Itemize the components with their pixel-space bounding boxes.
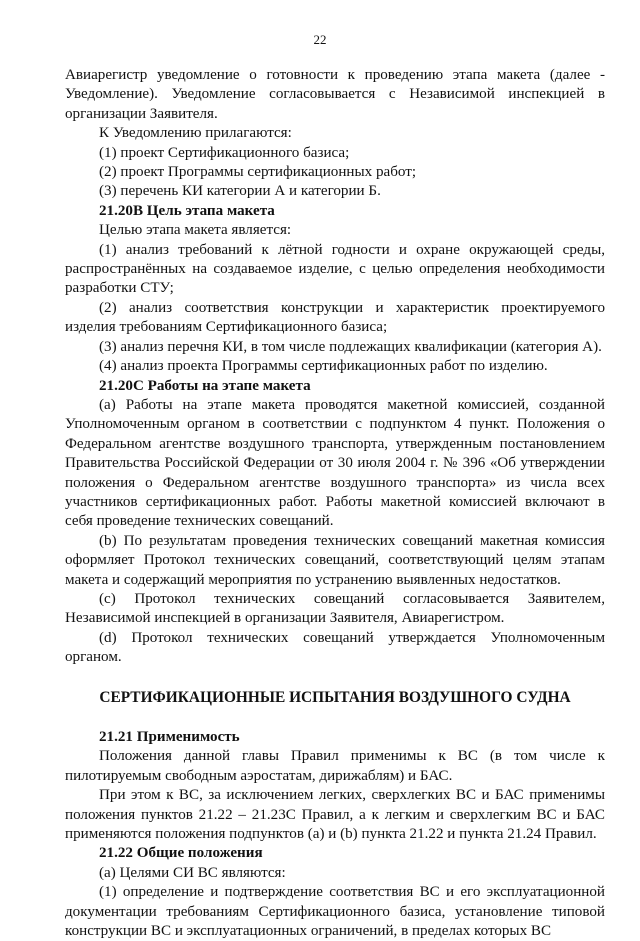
subsection-heading: 21.22 Общие положения [99,845,263,862]
paragraph: К Уведомлению прилагаются: [99,125,292,142]
subsection-heading: 21.21 Применимость [99,729,240,745]
list-item: (4) анализ проекта Программы сертификационных работ по изделию. [99,358,548,375]
list-item: (2) анализ соответствия конструкции и характеристик проектируемого изделия требованиям Сертификационного базиса; [65,299,605,336]
paragraph: Положения данной главы Правил применимы к ВС (в том числе к пилотируемым свободным аэростатам, дирижаблям) и БАС. [65,748,605,784]
paragraph: (a) Работы на этапе макета проводятся макетной комиссией, созданной Уполномоченным органом в соответствии с подпунктом 4 пункт. Положения о Федеральном агентстве воздушного транспорта, утвержденным постановлением Правительства Российской Федерации от 30 июля 2004 г. № 396 «Об утверждении положения о Федеральном агентстве воздушного транспорта» из числа всех участников сертификационных работ. Работы макетной комиссией включают в себя проведение технических совещаний. [65,396,605,530]
list-item: (3) анализ перечня КИ, в том числе подлежащих квалификации (категория А). [99,338,602,355]
paragraph: (d) Протокол технических совещаний утверждается Уполномоченным органом. [65,629,605,666]
paragraph: При этом к ВС, за исключением легких, сверхлегких ВС и БАС применимы положения пунктов 21.22 – 21.23С Правил, а к легким и сверхлегким ВС и БАС применяются положения подпунктов (a) и (b) пункта 21.22 и пункта 21.24 Правил. [65,787,605,843]
subsection-heading: 21.20B Цель этапа макета [99,202,275,219]
section-title: СЕРТИФИКАЦИОННЫЕ ИСПЫТАНИЯ ВОЗДУШНОГО СУДНА [99,688,571,706]
list-item: (1) анализ требований к лётной годности и охране окружающей среды, распространённых на создаваемое изделие, с целью определения необходимости разработки СТУ; [65,241,605,297]
paragraph: Целью этапа макета является: [99,222,292,239]
list-item: (1) определение и подтверждение соответствия ВС и его эксплуатационной документации требованиям Сертификационного базиса, установление типовой конструкции ВС и эксплуатационных ограничений, в пределах которых ВС [65,884,605,940]
list-item: (1) проект Сертификационного базиса; [99,144,350,161]
list-item: (2) проект Программы сертификационных работ; [99,164,417,181]
page-body [65,66,605,941]
subsection-heading: 21.20C Работы на этапе макета [99,377,311,394]
page-number: 22 [313,32,327,47]
paragraph: Авиарегистр уведомление о готовности к проведению этапа макета (далее - Уведомление). Уведомление согласовывается с Независимой инспекцией в организации Заявителя. [65,67,605,122]
list-item: (3) перечень КИ категории А и категории Б. [99,183,381,200]
paragraph: (b) По результатам проведения технических совещаний макетная комиссия оформляет Протокол технических совещаний, соответствующий целям этапам макета и содержащий мероприятия по устранению выявленных недостатков. [65,532,605,588]
paragraph: (c) Протокол технических совещаний согласовывается Заявителем, Независимой инспекцией в организации Заявителя, Авиарегистром. [65,590,605,627]
paragraph: (a) Целями СИ ВС являются: [99,864,286,881]
